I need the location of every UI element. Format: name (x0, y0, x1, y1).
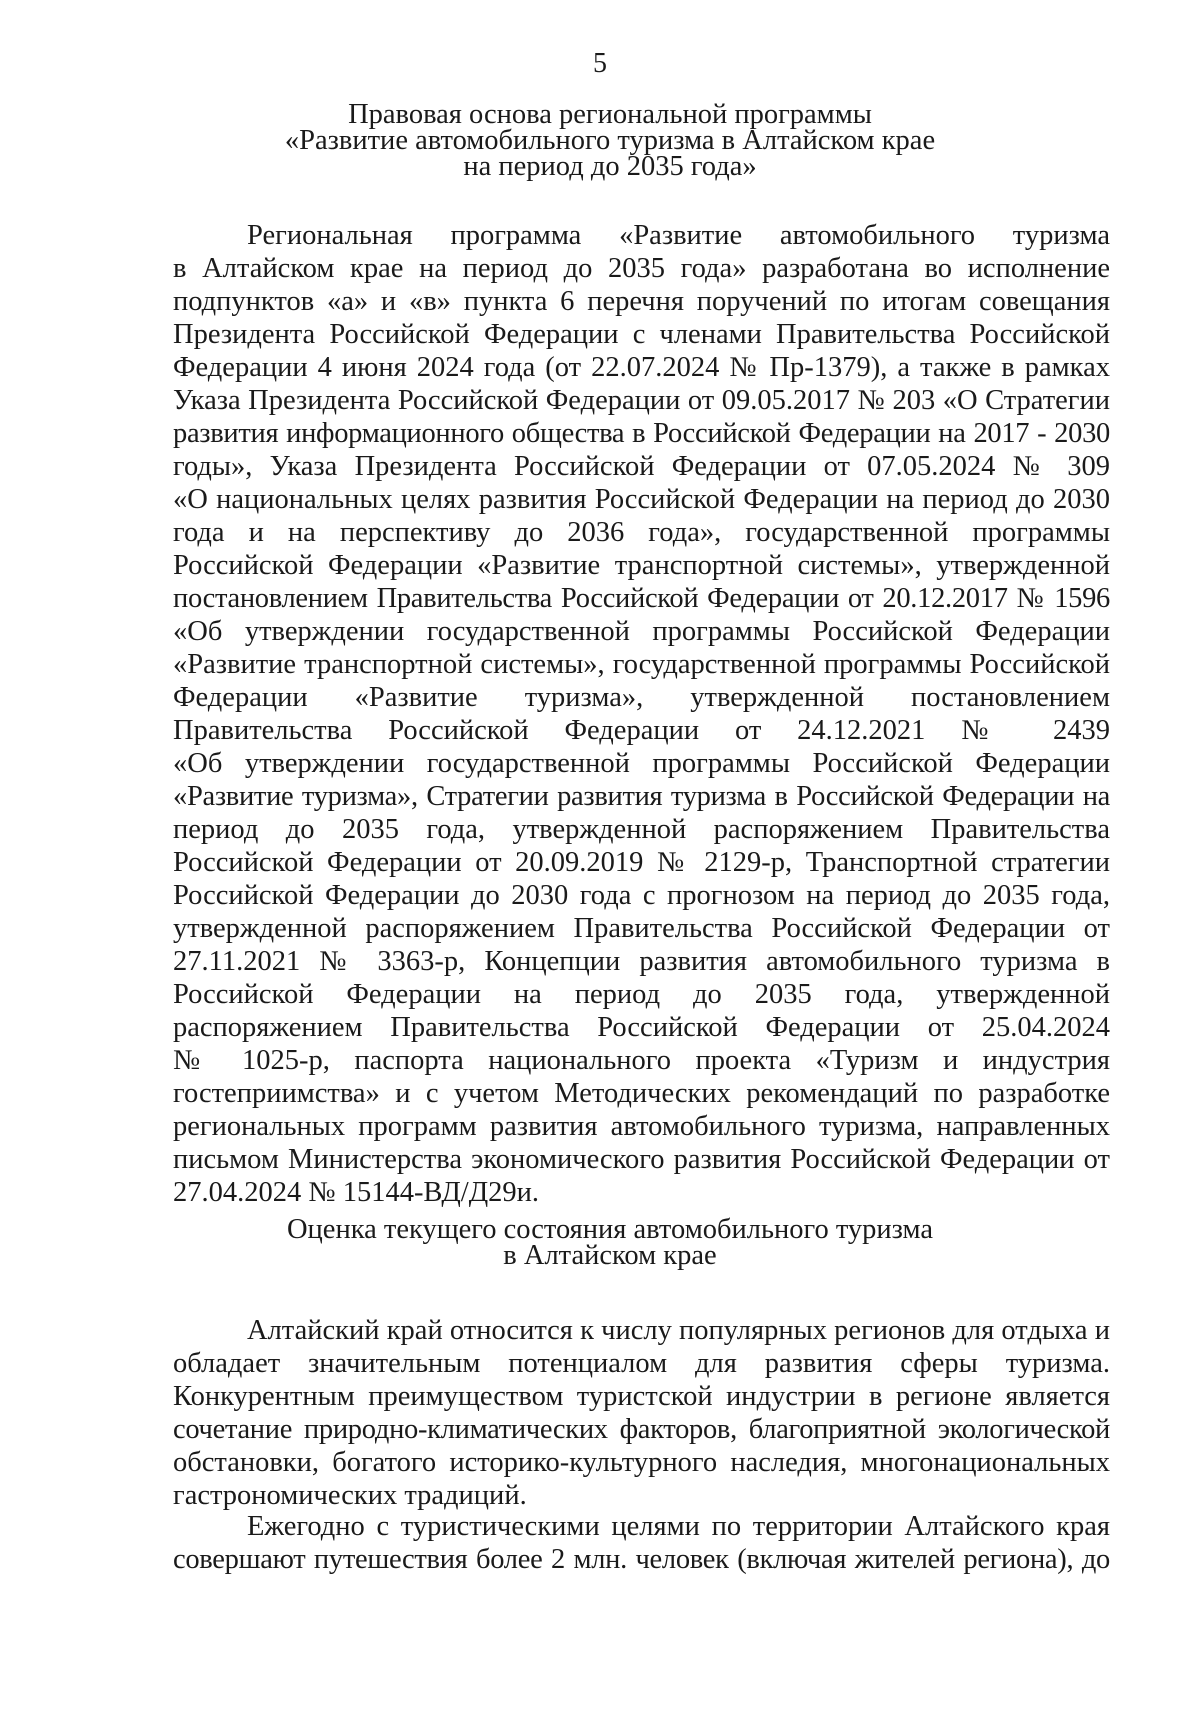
text-line: Указа Президента Российской Федерации от 09.05.2017 № 203 «О Стратегии (173, 385, 1110, 416)
text-line: года и на перспективу до 2036 года», государственной программы (173, 517, 1110, 548)
text-line: 27.04.2024 № 15144-ВД/Д29и. (173, 1177, 540, 1208)
heading-line: Правовая основа региональной программы (348, 99, 872, 130)
text-line: обстановки, богатого историко-культурного наследия, многонациональных (173, 1447, 1110, 1478)
heading-line: «Развитие автомобильного туризма в Алтайском крае (284, 125, 936, 156)
text-line: № 1025-р, паспорта национального проекта «Туризм и индустрия (173, 1045, 1110, 1076)
text-line: обладает значительным потенциалом для развития сферы туризма. (173, 1348, 1110, 1379)
text-line: гостеприимства» и с учетом Методических рекомендаций по разработке (173, 1078, 1110, 1109)
heading-line: на период до 2035 года» (463, 151, 757, 182)
text-line: письмом Министерства экономического развития Российской Федерации от (173, 1144, 1110, 1175)
text-line: годы», Указа Президента Российской Федерации от 07.05.2024 № 309 (173, 451, 1110, 482)
text-line: гастрономических традиций. (173, 1480, 527, 1511)
page-number: 5 (593, 48, 607, 79)
text-line: Правительства Российской Федерации от 24.12.2021 № 2439 (173, 715, 1110, 746)
text-line: Российской Федерации до 2030 года с прогнозом на период до 2035 года, (173, 880, 1110, 911)
text-line: «Об утверждении государственной программы Российской Федерации (173, 616, 1110, 647)
text-line: Российской Федерации на период до 2035 года, утвержденной (173, 979, 1110, 1010)
text-line: «Развитие транспортной системы», государственной программы Российской (173, 649, 1110, 680)
text-line: Алтайский край относится к числу популярных регионов для отдыха и (247, 1315, 1110, 1346)
heading-line: Оценка текущего состояния автомобильного туризма (286, 1214, 934, 1245)
text-line: распоряжением Правительства Российской Федерации от 25.04.2024 (173, 1012, 1110, 1043)
text-line: Президента Российской Федерации с членами Правительства Российской (173, 319, 1110, 350)
text-line: Федерации «Развитие туризма», утвержденной постановлением (173, 682, 1110, 713)
text-line: Федерации 4 июня 2024 года (от 22.07.2024 № Пр-1379), а также в рамках (173, 352, 1110, 383)
text-line: развития информационного общества в Российской Федерации на 2017 - 2030 (173, 418, 1110, 449)
text-line: постановлением Правительства Российской Федерации от 20.12.2017 № 1596 (173, 583, 1110, 614)
text-line: совершают путешествия более 2 млн. человек (включая жителей региона), до (173, 1544, 1110, 1575)
text-line: «Об утверждении государственной программы Российской Федерации (173, 748, 1110, 779)
text-line: период до 2035 года, утвержденной распоряжением Правительства (173, 814, 1110, 845)
text-line: в Алтайском крае на период до 2035 года» разработана во исполнение (173, 253, 1110, 284)
text-line: Конкурентным преимуществом туристской индустрии в регионе является (173, 1381, 1110, 1412)
paragraph-legal-basis (173, 219, 1110, 1209)
text-line: утвержденной распоряжением Правительства Российской Федерации от (173, 913, 1110, 944)
section-heading-legal-basis (160, 99, 1060, 182)
text-line: «О национальных целях развития Российской Федерации на период до 2030 (173, 484, 1110, 515)
text-line: 27.11.2021 № 3363-р, Концепции развития автомобильного туризма в (173, 946, 1110, 977)
text-line: региональных программ развития автомобильного туризма, направленных (173, 1111, 1110, 1142)
text-line: Региональная программа «Развитие автомобильного туризма (247, 220, 1110, 251)
text-line: подпунктов «а» и «в» пункта 6 перечня поручений по итогам совещания (173, 286, 1110, 317)
section-heading-current-state (160, 1214, 1060, 1271)
paragraph-region-overview (173, 1314, 1110, 1512)
text-line: сочетание природно-климатических факторов, благоприятной экологической (173, 1414, 1110, 1445)
text-line: Российской Федерации от 20.09.2019 № 2129-р, Транспортной стратегии (173, 847, 1110, 878)
text-line: «Развитие туризма», Стратегии развития туризма в Российской Федерации на (173, 781, 1110, 812)
text-line: Ежегодно с туристическими целями по территории Алтайского края (247, 1511, 1110, 1542)
text-line: Российской Федерации «Развитие транспортной системы», утвержденной (173, 550, 1110, 581)
paragraph-tourist-flow (173, 1510, 1110, 1576)
heading-line: в Алтайском крае (503, 1240, 717, 1271)
